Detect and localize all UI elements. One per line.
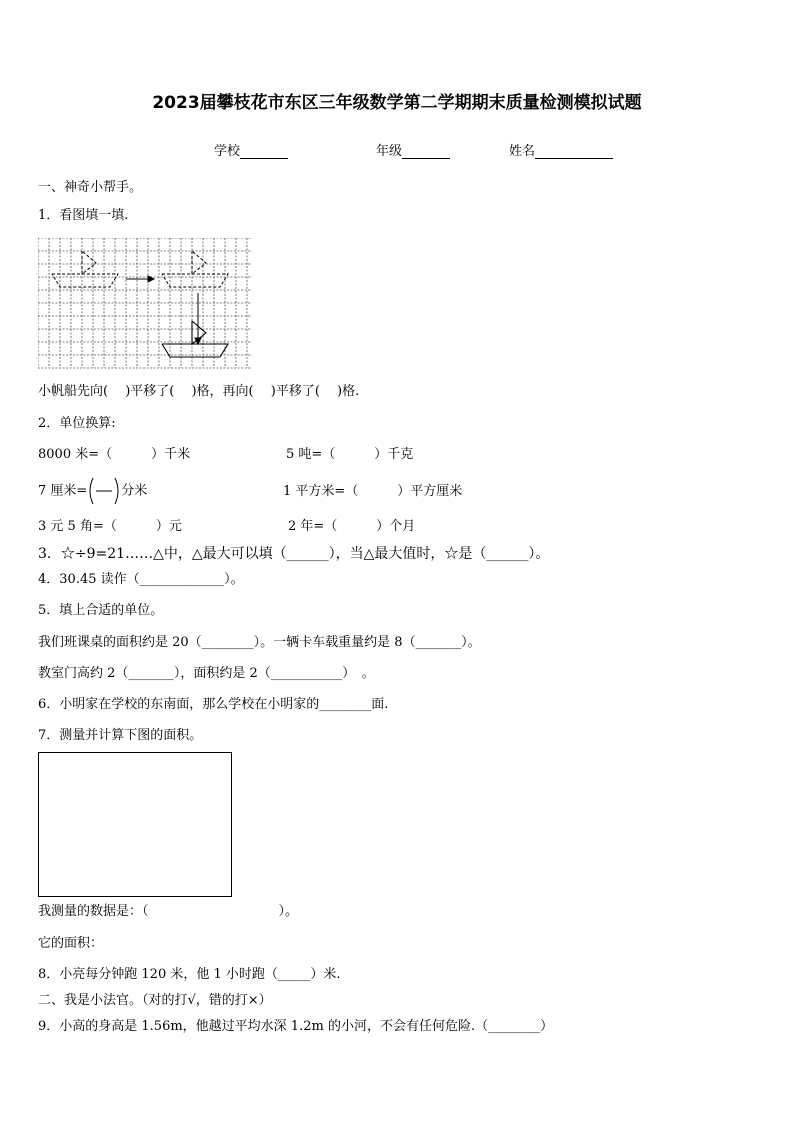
page-title: 2023届攀枝花市东区三年级数学第二学期期末质量检测模拟试题 <box>152 93 642 113</box>
q2-row3-left: 3 元 5 角=（ ）元 <box>38 519 182 534</box>
question-4: 4．30.45 读作（_____________）。 <box>38 572 244 587</box>
question-8: 8．小亮每分钟跑 120 米，他 1 小时跑（_____）米. <box>38 967 341 982</box>
question-7-stem: 7．测量并计算下图的面积。 <box>38 728 203 743</box>
question-1-answer-line: 小帆船先向( )平移了( )格，再向( )平移了( )格. <box>38 384 360 399</box>
q2-row1-right: 5 吨=（ ）千克 <box>286 447 414 462</box>
q2-row2-left <box>38 476 147 507</box>
school-label: 学校 <box>214 144 241 159</box>
question-5-line-2: 教室门高约 2（_______），面积约是 2（___________） 。 <box>38 666 375 681</box>
q2-row2-unit: 分米 <box>121 483 148 499</box>
school-blank[interactable] <box>240 145 288 159</box>
section-2-heading: 二、我是小法官。（对的打√，错的打×） <box>38 993 272 1008</box>
question-6: 6．小明家在学校的东南面，那么学校在小明家的________面. <box>38 697 389 712</box>
school-field[interactable] <box>214 140 288 159</box>
grade-blank[interactable] <box>402 145 450 159</box>
question-2-stem: 2．单位换算: <box>38 416 116 431</box>
name-blank[interactable] <box>535 145 613 159</box>
name-field[interactable] <box>509 140 613 159</box>
grade-label: 年级 <box>376 144 403 159</box>
q2-row2-prefix: 7 厘米= <box>38 483 88 499</box>
sailboat-grid-figure <box>38 238 252 370</box>
question-5-stem: 5．填上合适的单位。 <box>38 603 164 618</box>
sailboat-original <box>52 251 118 287</box>
question-7-area-line: 它的面积： <box>38 936 104 951</box>
measure-rectangle <box>38 752 232 897</box>
section-1-heading: 一、神奇小帮手。 <box>38 180 143 195</box>
q2-row1-left: 8000 米=（ ）千米 <box>38 447 191 462</box>
q2-row3-right: 2 年=（ ）个月 <box>288 519 416 534</box>
q2-row2-right: 1 平方米=（ ）平方厘米 <box>283 484 463 499</box>
sailboat-after-first-move <box>162 251 228 287</box>
question-7-measure-line: 我测量的数据是：（ ）。 <box>38 904 299 919</box>
question-1-stem: 1．看图填一填. <box>38 208 129 223</box>
down-arrow <box>195 293 201 344</box>
grid-lines <box>38 238 252 368</box>
question-5-line-1: 我们班课桌的面积约是 20（________）。一辆卡车载重量约是 8（_______）。 <box>38 635 481 650</box>
question-3: 3．☆÷9=21……△中，△最大可以填（______），当△最大值时，☆是（______）。 <box>38 546 550 562</box>
fraction-blank[interactable] <box>87 476 121 506</box>
question-9: 9．小高的身高是 1.56m，他越过平均水深 1.2m 的小河，不会有任何危险.（________） <box>38 1019 554 1034</box>
grade-field[interactable] <box>376 140 450 159</box>
name-label: 姓名 <box>509 144 536 159</box>
